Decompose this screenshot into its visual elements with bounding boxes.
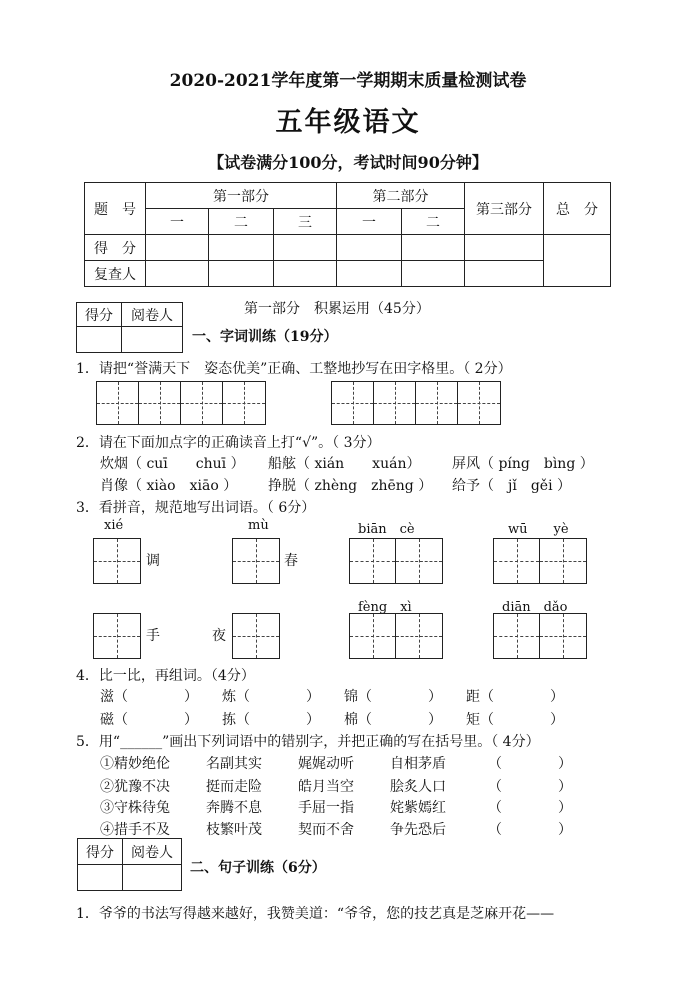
q2-option: 挣脱（ zhèng zhēng ） [268,478,433,494]
grader-score-cell[interactable] [77,327,122,353]
q5-word: 奔腾不息 [206,800,262,816]
question-3: 3．看拼音，规范地写出词语。（ 6分） [76,500,316,516]
tianzige-box[interactable] [93,613,141,659]
sub-header: 一 [337,209,402,235]
tianzige-box[interactable] [232,538,280,584]
check-cell[interactable] [146,261,209,287]
check-cell[interactable] [274,261,337,287]
tianzige-row[interactable] [331,381,501,425]
score-table [84,182,611,287]
sub-header: 一 [146,209,209,235]
grader-box [76,302,183,353]
q4-item: 距（ ） [466,689,564,705]
pinyin: mù [248,518,269,533]
check-cell[interactable] [402,261,465,287]
q5-answer: （ ） [488,756,572,772]
pinyin: xié [104,518,124,533]
grader-reviewer-label: 阅卷人 [122,303,183,327]
q5-answer: （ ） [488,800,572,816]
grader-score-label: 得分 [78,839,123,865]
row-score-label: 得 分 [85,235,146,261]
check-cell[interactable] [465,261,544,287]
sentence-1: 1．爷爷的书法写得越来越好，我赞美道：“爷爷，您的技艺真是芝麻开花—— [76,906,555,922]
tianzige-row[interactable] [493,538,587,584]
total-score-cell[interactable] [544,235,611,287]
tianzige-row[interactable] [96,381,266,425]
pinyin: fèng xì [358,600,412,615]
question-2: 2．请在下面加点字的正确读音上打“√”。（ 3分） [76,435,381,451]
q5-word: 自相茅盾 [390,756,446,772]
question-5: 5．用“______”画出下列词语中的错别字，并把正确的写在括号里。（ 4分） [76,734,540,750]
q5-word: 娓娓动听 [298,756,354,772]
q2-option: 给予（ jǐ gěi ） [452,478,571,494]
score-cell[interactable] [402,235,465,261]
score-cell[interactable] [146,235,209,261]
q2-option: 肖像（ xiào xiāo ） [100,478,238,494]
tianzige-row[interactable] [493,613,587,659]
score-cell[interactable] [337,235,402,261]
q5-word: ④措手不及 [100,822,170,838]
q5-word: ②犹豫不决 [100,779,170,795]
section2-title: 二、句子训练（6分） [190,860,326,876]
sub-header: 二 [402,209,465,235]
given-char: 手 [146,628,160,644]
exam-note: 【试卷满分100分，考试时间90分钟】 [208,153,488,172]
q4-item: 磁（ ） [100,712,198,728]
part1-title: 第一部分 积累运用（45分） [244,301,430,317]
q4-item: 炼（ ） [222,689,320,705]
row-check-label: 复查人 [85,261,146,287]
q5-word: 姹紫嫣红 [390,800,446,816]
total-header: 总 分 [544,183,611,235]
q5-word: 契而不舍 [298,822,354,838]
part2-header: 第二部分 [337,183,465,209]
grader-reviewer-label: 阅卷人 [123,839,182,865]
q4-item: 矩（ ） [466,712,564,728]
q2-option: 屏风（ píng bìng ） [452,456,594,472]
score-cell[interactable] [465,235,544,261]
pinyin: diān dǎo [502,600,568,615]
q5-word: 挺而走险 [206,779,262,795]
question-1: 1．请把“誉满天下 姿态优美”正确、工整地抄写在田字格里。（ 2分） [76,361,512,377]
grader-reviewer-cell[interactable] [122,327,183,353]
q5-answer: （ ） [488,822,572,838]
grader-box [77,838,182,891]
part1-header: 第一部分 [146,183,337,209]
sub-header: 二 [209,209,274,235]
question-4: 4．比一比，再组词。（4分） [76,668,255,684]
tianzige-row[interactable] [349,613,443,659]
q2-option: 炊烟（ cuī chuī ） [100,456,245,472]
score-cell[interactable] [209,235,274,261]
q5-word: ③守株待兔 [100,800,170,816]
q4-item: 棉（ ） [344,712,442,728]
pinyin: wū yè [508,522,569,537]
q5-word: 皓月当空 [298,779,354,795]
pinyin: biān cè [358,522,415,537]
q5-answer: （ ） [488,779,572,795]
col-label: 题 号 [85,183,146,235]
subject-title: 五年级语文 [275,107,421,138]
q4-item: 拣（ ） [222,712,320,728]
part3-header: 第三部分 [465,183,544,235]
given-char: 春 [284,553,298,569]
given-char: 调 [146,553,160,569]
q5-word: 争先恐后 [390,822,446,838]
q5-word: 脍炙人口 [390,779,446,795]
sub-header: 三 [274,209,337,235]
grader-reviewer-cell[interactable] [123,865,182,891]
q5-word: 名副其实 [206,756,262,772]
q5-word: ①精妙绝伦 [100,756,170,772]
tianzige-box[interactable] [93,538,141,584]
given-char: 夜 [212,628,226,644]
q2-option: 船舷（ xián xuán） [268,456,421,472]
grader-score-cell[interactable] [78,865,123,891]
section1-title: 一、字词训练（19分） [192,329,338,345]
q4-item: 滋（ ） [100,689,198,705]
check-cell[interactable] [337,261,402,287]
exam-title: 2020-2021学年度第一学期期末质量检测试卷 [169,71,527,91]
tianzige-row[interactable] [349,538,443,584]
check-cell[interactable] [209,261,274,287]
q5-word: 枝繁叶茂 [206,822,262,838]
score-cell[interactable] [274,235,337,261]
grader-score-label: 得分 [77,303,122,327]
q4-item: 锦（ ） [344,689,442,705]
tianzige-box[interactable] [232,613,280,659]
q5-word: 手屈一指 [298,800,354,816]
